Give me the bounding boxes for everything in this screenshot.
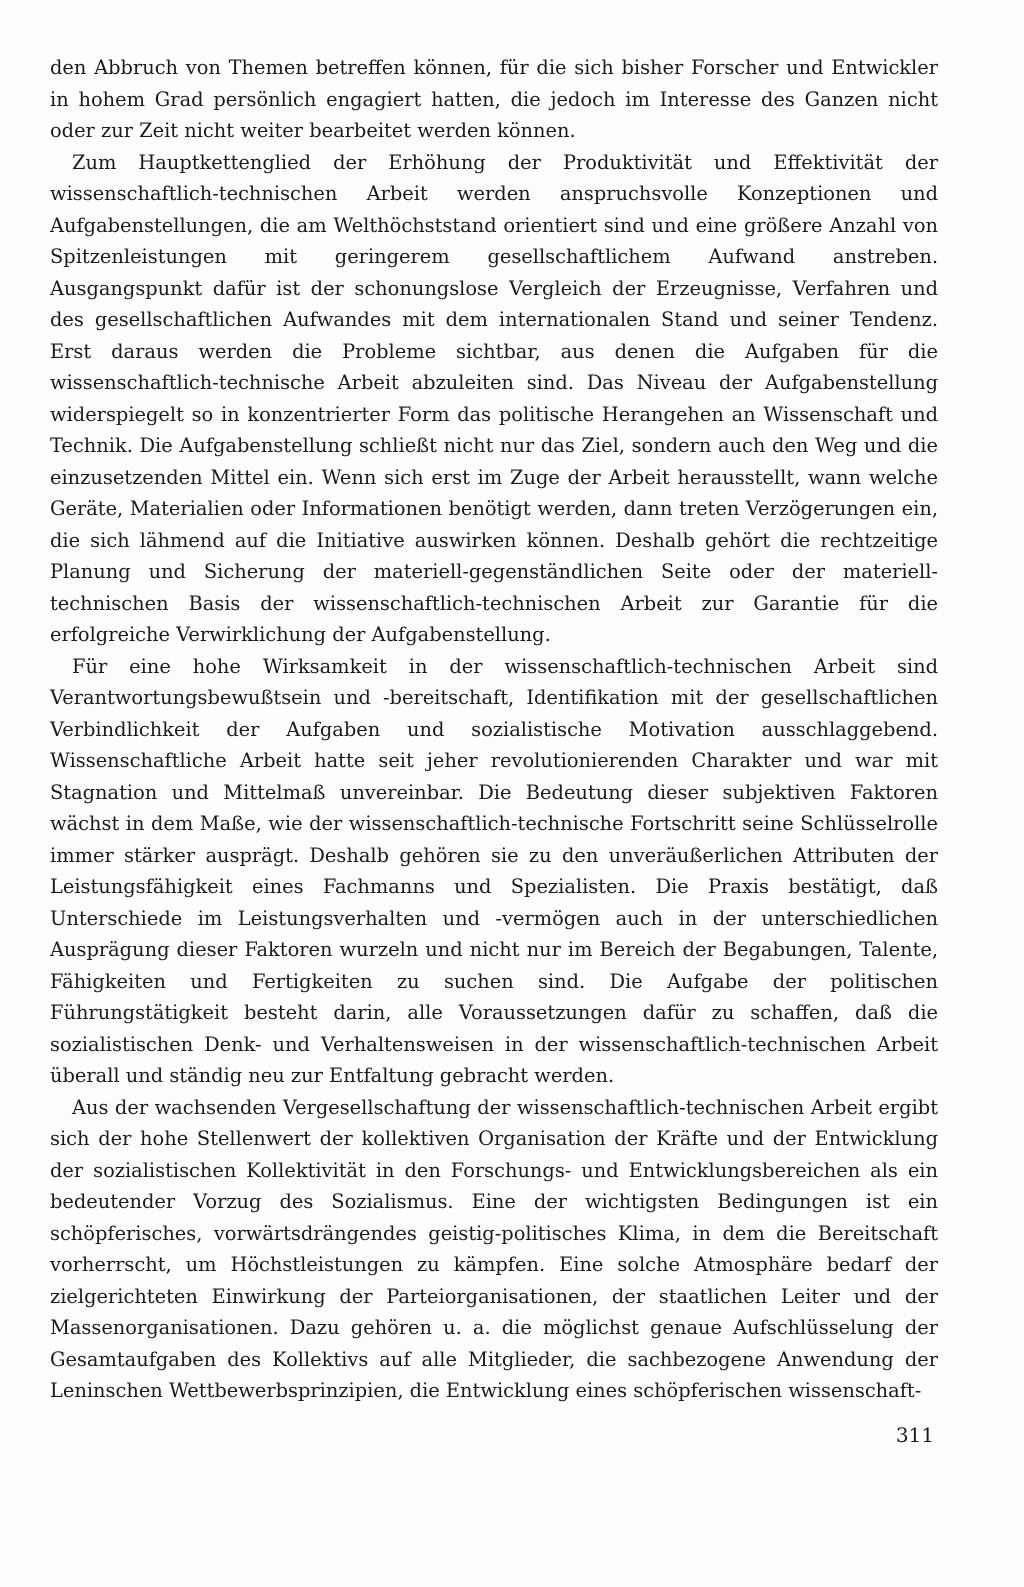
paragraph-3: Für eine hohe Wirksamkeit in der wissenschaftlich-technischen Arbeit sind Verantwortungsbewußtsein und -bereitschaft, Identifikation mit der gesellschaftlichen Verbindlichkeit der Aufgaben und sozialistische Motivation ausschlaggebend. Wissenschaftliche Arbeit hatte seit jeher revolutionierenden Charakter und war mit Stagnation und Mittelmaß unvereinbar. Die Bedeutung dieser subjektiven Faktoren wächst in dem Maße, wie der wissenschaftlich-technische Fortschritt seine Schlüsselrolle immer stärker ausprägt. Deshalb gehören sie zu den unveräußerlichen Attributen der Leistungsfähigkeit eines Fachmanns und Spezialisten. Die Praxis bestätigt, daß Unterschiede im Leistungsverhalten und -vermögen auch in der unterschiedlichen Ausprägung dieser Faktoren wurzeln und nicht nur im Bereich der Begabungen, Talente, Fähigkeiten und Fertigkeiten zu suchen sind. Die Aufgabe der politischen Führungstätigkeit besteht darin, alle Voraussetzungen dafür zu schaffen, daß die sozialistischen Denk- und Verhaltensweisen in der wissenschaftlich-technischen Arbeit überall und ständig neu zur Entfaltung gebracht werden. bbox=[50, 654, 938, 1087]
paragraph-1: den Abbruch von Themen betreffen können, für die sich bisher Forscher und Entwickler in hohem Grad persönlich engagiert hatten, die jedoch im Interesse des Ganzen nicht oder zur Zeit nicht weiter bearbeitet werden können. bbox=[50, 56, 938, 142]
paragraph-2: Zum Hauptkettenglied der Erhöhung der Produktivität und Effektivität der wissenschaftlich-technischen Arbeit werden anspruchsvolle Konzeptionen und Aufgabenstellungen, die am Welthöchststand orientiert sind und eine größere Anzahl von Spitzenleistungen mit geringerem gesellschaftlichem Aufwand anstreben. Ausgangspunkt dafür ist der schonungslose Vergleich der Erzeugnisse, Verfahren und des gesellschaftlichen Aufwandes mit dem internationalen Stand und seiner Tendenz. Erst daraus werden die Probleme sichtbar, aus denen die Aufgaben für die wissenschaftlich-technische Arbeit abzuleiten sind. Das Niveau der Aufgabenstellung widerspiegelt so in konzentrierter Form das politische Herangehen an Wissenschaft und Technik. Die Aufgabenstellung schließt nicht nur das Ziel, sondern auch den Weg und die einzusetzenden Mittel ein. Wenn sich erst im Zuge der Arbeit herausstellt, wann welche Geräte, Materialien oder Informationen benötigt werden, dann treten Verzögerungen ein, die sich lähmend auf die Initiative auswirken können. Deshalb gehört die rechtzeitige Planung und Sicherung der materiell-gegenständlichen Seite oder der materiell-technischen Basis der wissenschaftlich-technischen Arbeit zur Garantie für die erfolgreiche Verwirklichung der Aufgabenstellung. bbox=[50, 150, 938, 646]
paragraph-4: Aus der wachsenden Vergesellschaftung der wissenschaftlich-technischen Arbeit ergibt sich der hohe Stellenwert der kollektiven Organisation der Kräfte und der Entwicklung der sozialistischen Kollektivität in den Forschungs- und Entwicklungsbereichen als ein bedeutender Vorzug des Sozialismus. Eine der wichtigsten Bedingungen ist ein schöpferisches, vorwärtsdrängendes geistig-politisches Klima, in dem die Bereitschaft vorherrscht, um Höchstleistungen zu kämpfen. Eine solche Atmosphäre bedarf der zielgerichteten Einwirkung der Parteiorganisationen, der staatlichen Leiter und der Massenorganisationen. Dazu gehören u. a. die möglichst genaue Aufschlüsselung der Gesamtaufgaben des Kollektivs auf alle Mitglieder, die sachbezogene Anwendung der Leninschen Wettbewerbsprinzipien, die Entwicklung eines schöpferischen wissenschaft- bbox=[50, 1095, 938, 1402]
page-number: 311 bbox=[895, 1423, 934, 1447]
body-text bbox=[50, 52, 938, 1407]
